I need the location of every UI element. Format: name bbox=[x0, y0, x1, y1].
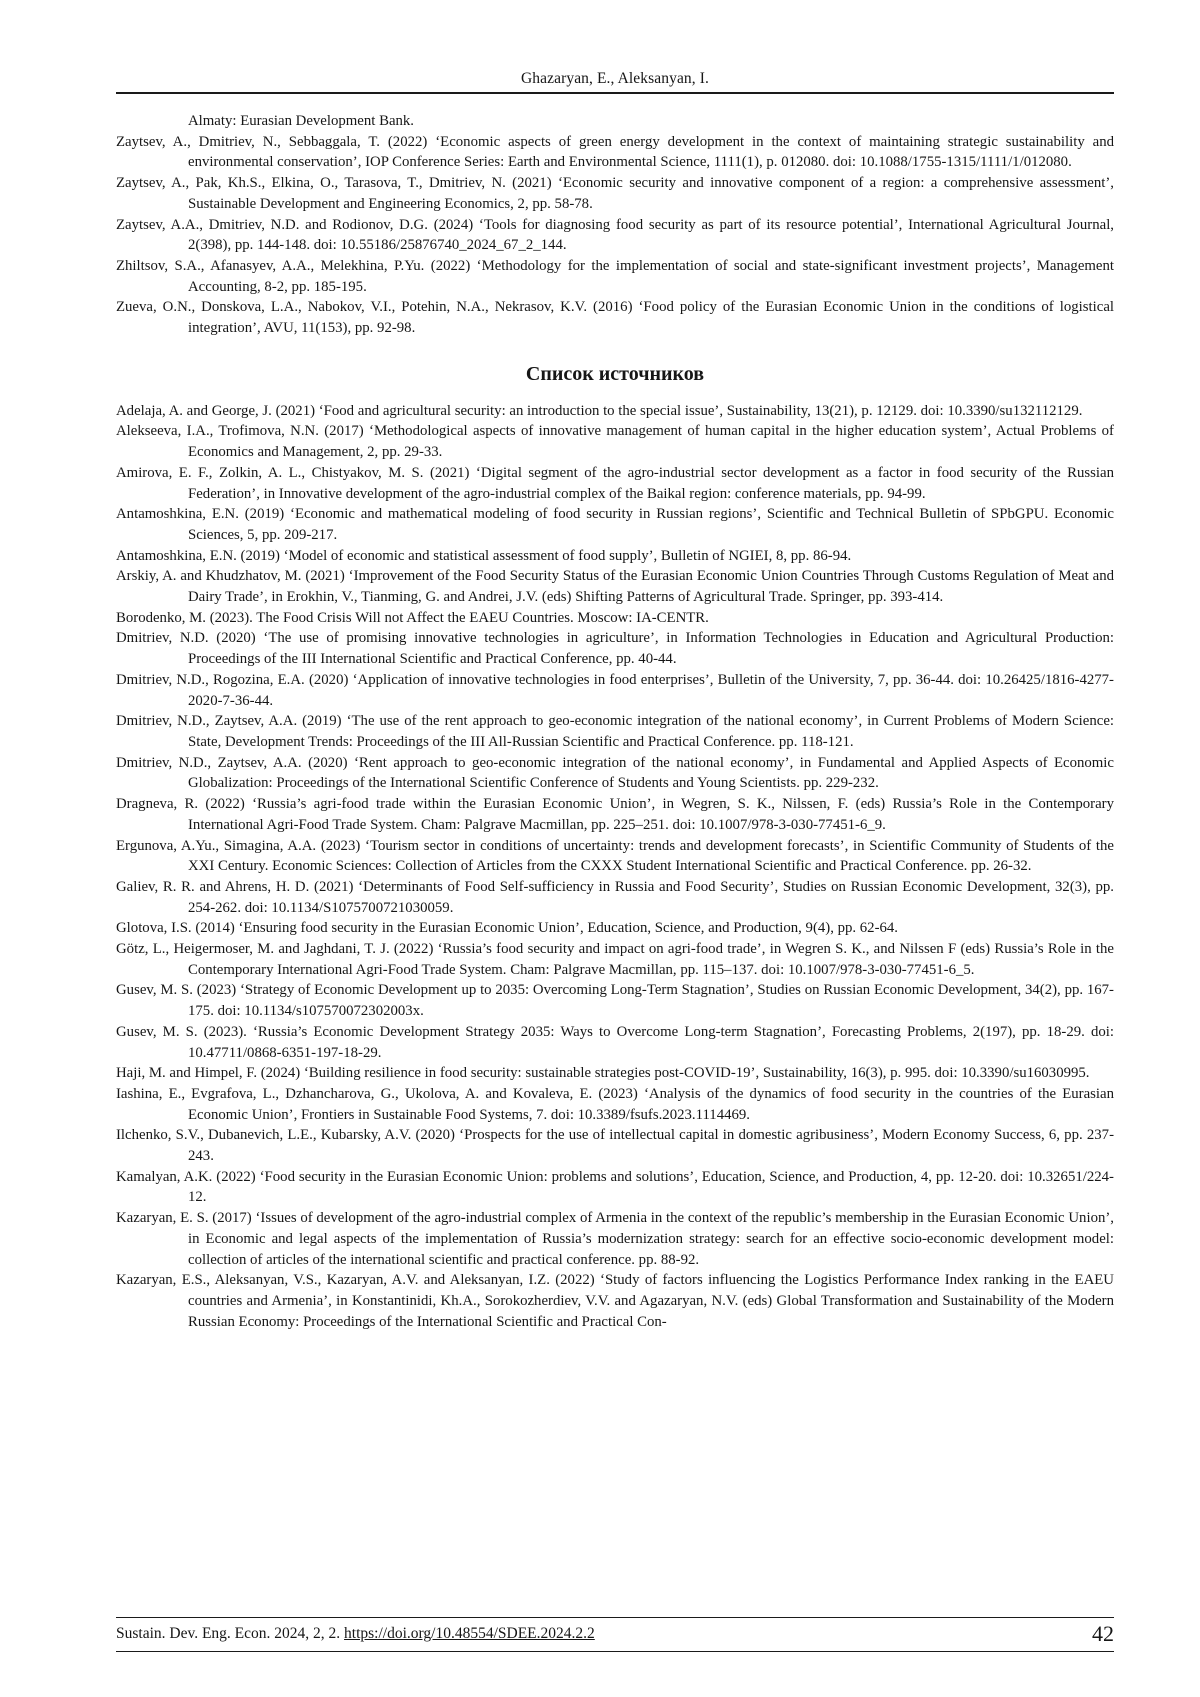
footer-rule-top bbox=[116, 1617, 1114, 1618]
reference-entry: Zueva, O.N., Donskova, L.A., Nabokov, V.I., Potehin, N.A., Nekrasov, K.V. (2016) ‘Food policy of the Eurasian Economic Union in the conditions of logistical integration’, AVU, 11(153), pp. 92-98. bbox=[116, 299, 1114, 337]
reference-entry: Almaty: Eurasian Development Bank. bbox=[188, 113, 415, 129]
reference-entry: Dmitriev, N.D. (2020) ‘The use of promising innovative technologies in agriculture’, in Information Technologies in Education and Agricultural Production: Proceedings of the III International Scientific and Practical Conference, pp. 40-44. bbox=[116, 630, 1114, 668]
reference-entry: Kazaryan, E. S. (2017) ‘Issues of development of the agro-industrial complex of Armenia in the context of the republic’s membership in the Eurasian Economic Union’, in Economic and legal aspects of the implementation of Russia’s modernization strategy: search for an effective socio-economic development model: collection of articles of the international scientific and practical conference. pp. 88-92. bbox=[116, 1210, 1114, 1268]
footer bbox=[116, 1623, 1114, 1649]
reference-entry: Haji, M. and Himpel, F. (2024) ‘Building resilience in food security: sustainable strategies post-COVID-19’, Sustainability, 16(3), p. 995. doi: 10.3390/su16030995. bbox=[116, 1065, 1090, 1082]
footer-journal bbox=[116, 1625, 595, 1643]
reference-entry: Antamoshkina, E.N. (2019) ‘Economic and mathematical modeling of food security in Russian regions’, Scientific and Technical Bulletin of SPbGPU. Economic Sciences, 5, pp. 209-217. bbox=[116, 506, 1114, 543]
reference-entry: Kazaryan, E.S., Aleksanyan, V.S., Kazaryan, A.V. and Aleksanyan, I.Z. (2022) ‘Study of factors influencing the Logistics Performance Index ranking in the EAEU countries and Armenia’, in Konstantinidi, Kh.A., Sorokozherdiev, V.V. and Agazaryan, N.V. (eds) Global Transformation and Sustainability of the Modern Russian Economy: Proceedings of the International Scientific and Practical Con- bbox=[116, 1272, 1114, 1330]
reference-entry: Gusev, M. S. (2023). ‘Russia’s Economic Development Strategy 2035: Ways to Overcome Long-term Stagnation’, Forecasting Problems, 2(197), pp. 18-29. doi: 10.47711/0868-6351-197-18-29. bbox=[116, 1023, 1114, 1061]
header-rule bbox=[116, 92, 1114, 94]
reference-entry: Dragneva, R. (2022) ‘Russia’s agri-food trade within the Eurasian Economic Union’, in Wegren, S. K., Nilssen, F. (eds) Russia’s Role in the Contemporary International Agri-Food Trade System. Cham: Palgrave Macmillan, pp. 225–251. doi: 10.1007/978-3-030-77451-6_9. bbox=[116, 796, 1114, 833]
references-list-top bbox=[116, 111, 1114, 339]
reference-entry: Dmitriev, N.D., Zaytsev, A.A. (2020) ‘Rent approach to geo-economic integration of the national economy’, in Fundamental and Applied Aspects of Economic Globalization: Proceedings of the International Scientific Conference of Students and Young Scientists. pp. 229-232. bbox=[116, 754, 1114, 792]
reference-entry: Galiev, R. R. and Ahrens, H. D. (2021) ‘Determinants of Food Self-sufficiency in Russia and Food Security’, Studies on Russian Economic Development, 32(3), pp. 254-262. doi: 10.1134/S1075700721030059. bbox=[116, 878, 1114, 916]
reference-entry: Arskiy, A. and Khudzhatov, M. (2021) ‘Improvement of the Food Security Status of the Eurasian Economic Union Countries Through Customs Regulation of Meat and Dairy Trade’, in Erokhin, V., Tianming, G. and Andrei, J.V. (eds) Shifting Patterns of Agricultural Trade. Springer, pp. 393-414. bbox=[116, 568, 1114, 606]
reference-entry: Götz, L., Heigermoser, M. and Jaghdani, T. J. (2022) ‘Russia’s food security and impact on agri-food trade’, in Wegren S. K., and Nilssen F (eds) Russia’s Role in the Contemporary International Agri-Food Trade System. Cham: Palgrave Macmillan, pp. 115–137. doi: 10.1007/978-3-030-77451-6_5. bbox=[116, 941, 1114, 978]
reference-entry: Iashina, E., Evgrafova, L., Dzhancharova, G., Ukolova, A. and Kovaleva, E. (2023) ‘Analysis of the dynamics of food security in the countries of the Eurasian Economic Union’, Frontiers in Sustainable Food Systems, 7. doi: 10.3389/fsufs.2023.1114469. bbox=[116, 1085, 1114, 1123]
reference-entry: Zaytsev, A.A., Dmitriev, N.D. and Rodionov, D.G. (2024) ‘Tools for diagnosing food security as part of its resource potential’, International Agricultural Journal, 2(398), pp. 144-148. doi: 10.55186/25876740_2024_67_2_144. bbox=[116, 216, 1114, 254]
reference-entry: Zaytsev, A., Dmitriev, N., Sebbaggala, T. (2022) ‘Economic aspects of green energy development in the context of maintaining strategic sustainability and environmental conservation’, IOP Conference Series: Earth and Environmental Science, 1111(1), p. 012080. doi: 10.1088/1755-1315/1111/1/012080. bbox=[116, 133, 1114, 171]
reference-entry: Borodenko, M. (2023). The Food Crisis Will not Affect the EAEU Countries. Moscow: IA-CENTR. bbox=[116, 609, 709, 626]
reference-entry: Gusev, M. S. (2023) ‘Strategy of Economic Development up to 2035: Overcoming Long-Term Stagnation’, Studies on Russian Economic Development, 34(2), pp. 167-175. doi: 10.1134/s107570072302003x. bbox=[116, 982, 1114, 1020]
section-title: Список источников bbox=[525, 362, 705, 385]
reference-entry: Zaytsev, A., Pak, Kh.S., Elkina, O., Tarasova, T., Dmitriev, N. (2021) ‘Economic security and innovative component of a region: a comprehensive assessment’, Sustainable Development and Engineering Economics, 2, pp. 58-78. bbox=[116, 175, 1114, 212]
reference-entry: Ergunova, A.Yu., Simagina, A.A. (2023) ‘Tourism sector in conditions of uncertainty: trends and development forecasts’, in Scientific Community of Students of the XXI Century. Economic Sciences: Collection of Articles from the CXXX Student International Scientific and Practical Conference. pp. 26-32. bbox=[116, 837, 1114, 875]
reference-entry: Dmitriev, N.D., Zaytsev, A.A. (2019) ‘The use of the rent approach to geo-economic integration of the national economy’, in Current Problems of Modern Science: State, Development Trends: Proceedings of the III All-Russian Scientific and Practical Conference. pp. 118-121. bbox=[116, 713, 1114, 750]
journal-citation: Sustain. Dev. Eng. Econ. 2024, 2, 2. bbox=[116, 1625, 341, 1642]
reference-entry: Adelaja, A. and George, J. (2021) ‘Food and agricultural security: an introduction to the special issue’, Sustainability, 13(21), p. 12129. doi: 10.3390/su132112129. bbox=[116, 402, 1083, 419]
reference-entry: Glotova, I.S. (2014) ‘Ensuring food security in the Eurasian Economic Union’, Education, Science, and Production, 9(4), pp. 62-64. bbox=[116, 920, 899, 937]
reference-entry: Antamoshkina, E.N. (2019) ‘Model of economic and statistical assessment of food supply’, Bulletin of NGIEI, 8, pp. 86-94. bbox=[116, 547, 852, 564]
page bbox=[116, 0, 1114, 1697]
references-list-main bbox=[116, 401, 1114, 1333]
doi-link[interactable]: https://doi.org/10.48554/SDEE.2024.2.2 bbox=[344, 1625, 595, 1642]
reference-entry: Dmitriev, N.D., Rogozina, E.A. (2020) ‘Application of innovative technologies in food enterprises’, Bulletin of the University, 7, pp. 36-44. doi: 10.26425/1816-4277-2020-7-36-44. bbox=[116, 671, 1114, 709]
reference-entry: Kamalyan, A.K. (2022) ‘Food security in the Eurasian Economic Union: problems and solutions’, Education, Science, and Production, 4, pp. 12-20. doi: 10.32651/224-12. bbox=[116, 1168, 1114, 1206]
reference-entry: Ilchenko, S.V., Dubanevich, L.E., Kubarsky, A.V. (2020) ‘Prospects for the use of intellectual capital in domestic agribusiness’, Modern Economy Success, 6, pp. 237-243. bbox=[116, 1127, 1114, 1165]
reference-entry: Amirova, E. F., Zolkin, A. L., Chistyakov, M. S. (2021) ‘Digital segment of the agro-industrial sector development as a factor in food security of the Russian Federation’, in Innovative development of the agro-industrial complex of the Baikal region: conference materials, pp. 94-99. bbox=[116, 464, 1114, 502]
page-number: 42 bbox=[1092, 1621, 1114, 1646]
reference-entry: Zhiltsov, S.A., Afanasyev, A.A., Melekhina, P.Yu. (2022) ‘Methodology for the implementation of social and state-significant investment projects’, Management Accounting, 8-2, pp. 185-195. bbox=[116, 257, 1114, 295]
reference-entry: Alekseeva, I.A., Trofimova, N.N. (2017) ‘Methodological aspects of innovative management of human capital in the higher education system’, Actual Problems of Economics and Management, 2, pp. 29-33. bbox=[116, 423, 1114, 461]
running-head: Ghazaryan, E., Aleksanyan, I. bbox=[521, 70, 709, 87]
footer-rule-bottom bbox=[116, 1651, 1114, 1652]
references-content bbox=[116, 111, 1114, 1332]
